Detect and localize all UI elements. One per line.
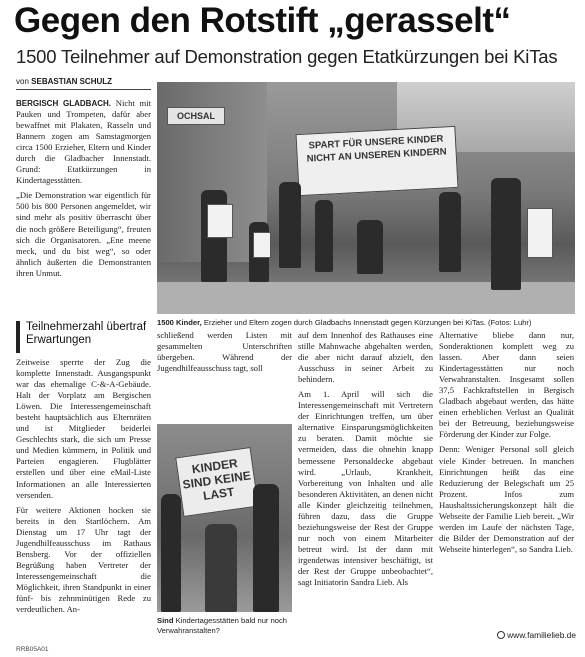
crosshead: Teilnehmerzahl übertraf Erwartungen: [16, 321, 151, 353]
col3-paragraph-2: Am 1. April will sich die Interessengemeinschaft mit Vertretern der Einrichtungen treffen, um über alternative Einsparungsmöglichkeiten zu beraten. Damit möchte sie vermeiden, dass die ohnehin knapp bemessene Personaldecke abgebaut wird. „Urlaub, Krankheit, Vorbereitung von Inhalten und alle besonderen Aktivitäten, an denen nicht alle Kinder gleichzeitig teilnehmen, führen dazu, dass die Gruppe beziehungsweise der Rest der Gruppe nur noch von einem Mitarbeiter betreut wird. Ist der dann mit irgendetwas intensiver beschäftigt, ist der Rest der Gruppe unbeobachtet“, sagt Initiatorin Sandra Lieb. Als: [298, 389, 433, 588]
photo-sign: KINDER SIND KEINE LAST: [175, 447, 259, 517]
website-link[interactable]: [476, 630, 576, 641]
byline-prefix: von: [16, 77, 29, 86]
photo-person: [491, 178, 521, 290]
photo-person: [357, 220, 383, 274]
photo-placard: [207, 204, 233, 238]
col1-paragraph-3: Zeitweise sperrte der Zug die komplette Innenstadt. Ausgangspunkt war das ehemalige C-&-A-Gebäude. Halt der Vorplatz am Bergischen Löwen. Die Interessengemeinschaft besteht hauptsächlich aus Elternräten und ist Mitglieder beiderlei Geschlechts stark, die sich um Presse und Medien kümmern, in Politik und Parteien engagieren. Flugblätter erstellen und über eine eMail-Liste Informationen an alle Interessierten versenden.: [16, 357, 151, 500]
col1-paragraph-4: Für weitere Aktionen hocken sie bereits in den Startlöchern. Am Dienstag um 17 Uhr tagt der Jugendhilfeausschuss im Rathaus Bensberg. Vor der offiziellen Begrüßung haben Vertreter der Interessengemeinschaft die Möglichkeit, ihren Standpunkt in einer fünf- bis zehnminütigen Rede zu verdeutlichen. An-: [16, 504, 151, 615]
article-column-1-bottom: [16, 357, 151, 643]
article-column-1-top: [16, 98, 151, 312]
col3-paragraph-1: auf dem Innenhof des Rathauses eine stille Mahnwache abgehalten werden, die aber nicht darauf abzielt, den Ausschuss in seiner Arbeit zu behindern.: [298, 330, 433, 385]
demonstration-photo: [157, 82, 575, 314]
photo-person: [279, 182, 301, 268]
byline: [16, 77, 151, 90]
article-column-2: [157, 330, 292, 418]
paragraph-2: „Die Demonstration war eigentlich für 500 bis 800 Personen angemeldet, wir sind mehr als positiv überrascht über die noch größere Beteiligung“, freuten sich die Organisatoren. „Ene meene meck, und du bist weg“, so oder ähnlich äußerten die Demonstranten ihren Unmut.: [16, 190, 151, 278]
photo-placard: [527, 208, 553, 258]
caption-bottom-text: Kindertagesstätten bald nur noch Verwahranstalten?: [157, 616, 288, 635]
photo-caption-top: [157, 318, 575, 327]
caption-top-text: Erzieher und Eltern zogen durch Gladbachs Innenstadt gegen Kürzungen bei KiTas. (Fotos: Luhr): [203, 318, 532, 327]
col4-paragraph-1: Alternative bliebe dann nur, Sonderaktionen komplett weg zu lassen. Aber dann seien Kindertagesstätten nur noch Verwahranstalten. Insgesamt sollen 37,5 Fachkraftstellen in Bergisch Gladbach abgebaut werden, das hätte einen erheblichen Verlust an Qualität bei der Betreuung, beziehungsweise Förderung der Kinder zur Folge.: [439, 330, 574, 440]
caption-bottom-bold: Sind: [157, 616, 174, 625]
photo-person: [253, 484, 279, 612]
lead-text: Nicht mit Pauken und Trompeten, dafür aber bewaffnet mit Plakaten, Rasseln und Bannern zogen am Samstagmorgen circa 1500 Erzieher, Eltern und Kinder durch die Gladbacher Innenstadt. Grund: Etatkürzungen in Kindertagesstätten.: [16, 98, 151, 186]
article-column-4: [439, 330, 574, 630]
col4-paragraph-2: Denn: Weniger Personal soll gleich viele Kinder betreuen. In manchen Einrichtungen heißt das eine Reduzierung der Belegschaft um 25 Prozent. Infos zum Haushaltssicherungskonzept hält die Webseite der Familie Lieb bereit. „Wir werden im Laufe der nächsten Tage, die Bilder der Demonstration auf der Webseite hinterlegen“, so Sandra Lieb.: [439, 444, 574, 554]
photo-person: [161, 494, 181, 612]
photo-person: [315, 200, 333, 272]
child-sign-photo: [157, 424, 292, 612]
photo-caption-bottom: [157, 616, 292, 635]
archive-code: RRB05A01: [16, 646, 49, 653]
lead-paragraph: [16, 98, 151, 186]
website-url[interactable]: www.familielieb.de: [507, 630, 576, 640]
photo-placard: [253, 232, 271, 258]
photo-shop-sign: OCHSAL: [167, 107, 225, 125]
globe-icon: [497, 631, 505, 639]
photo-banner: SPART FÜR UNSERE KINDER NICHT AN UNSEREN KINDERN: [295, 126, 458, 196]
caption-top-bold: 1500 Kinder,: [157, 318, 202, 327]
article-column-3: [298, 330, 433, 630]
col2-paragraph: schließend werden Listen mit gesammelten Unterschriften übergeben. Während der Jugendhilfeausschuss tagt, soll: [157, 330, 292, 374]
photo-person: [439, 192, 461, 272]
byline-author: SEBASTIAN SCHULZ: [31, 77, 113, 86]
dateline: BERGISCH GLADBACH.: [16, 99, 112, 108]
article-subheadline: 1500 Teilnehmer auf Demonstration gegen Etatkürzungen bei KiTas: [16, 46, 558, 67]
article-headline: Gegen den Rotstift „gerasselt“: [14, 1, 511, 40]
photo-child: [205, 524, 237, 612]
